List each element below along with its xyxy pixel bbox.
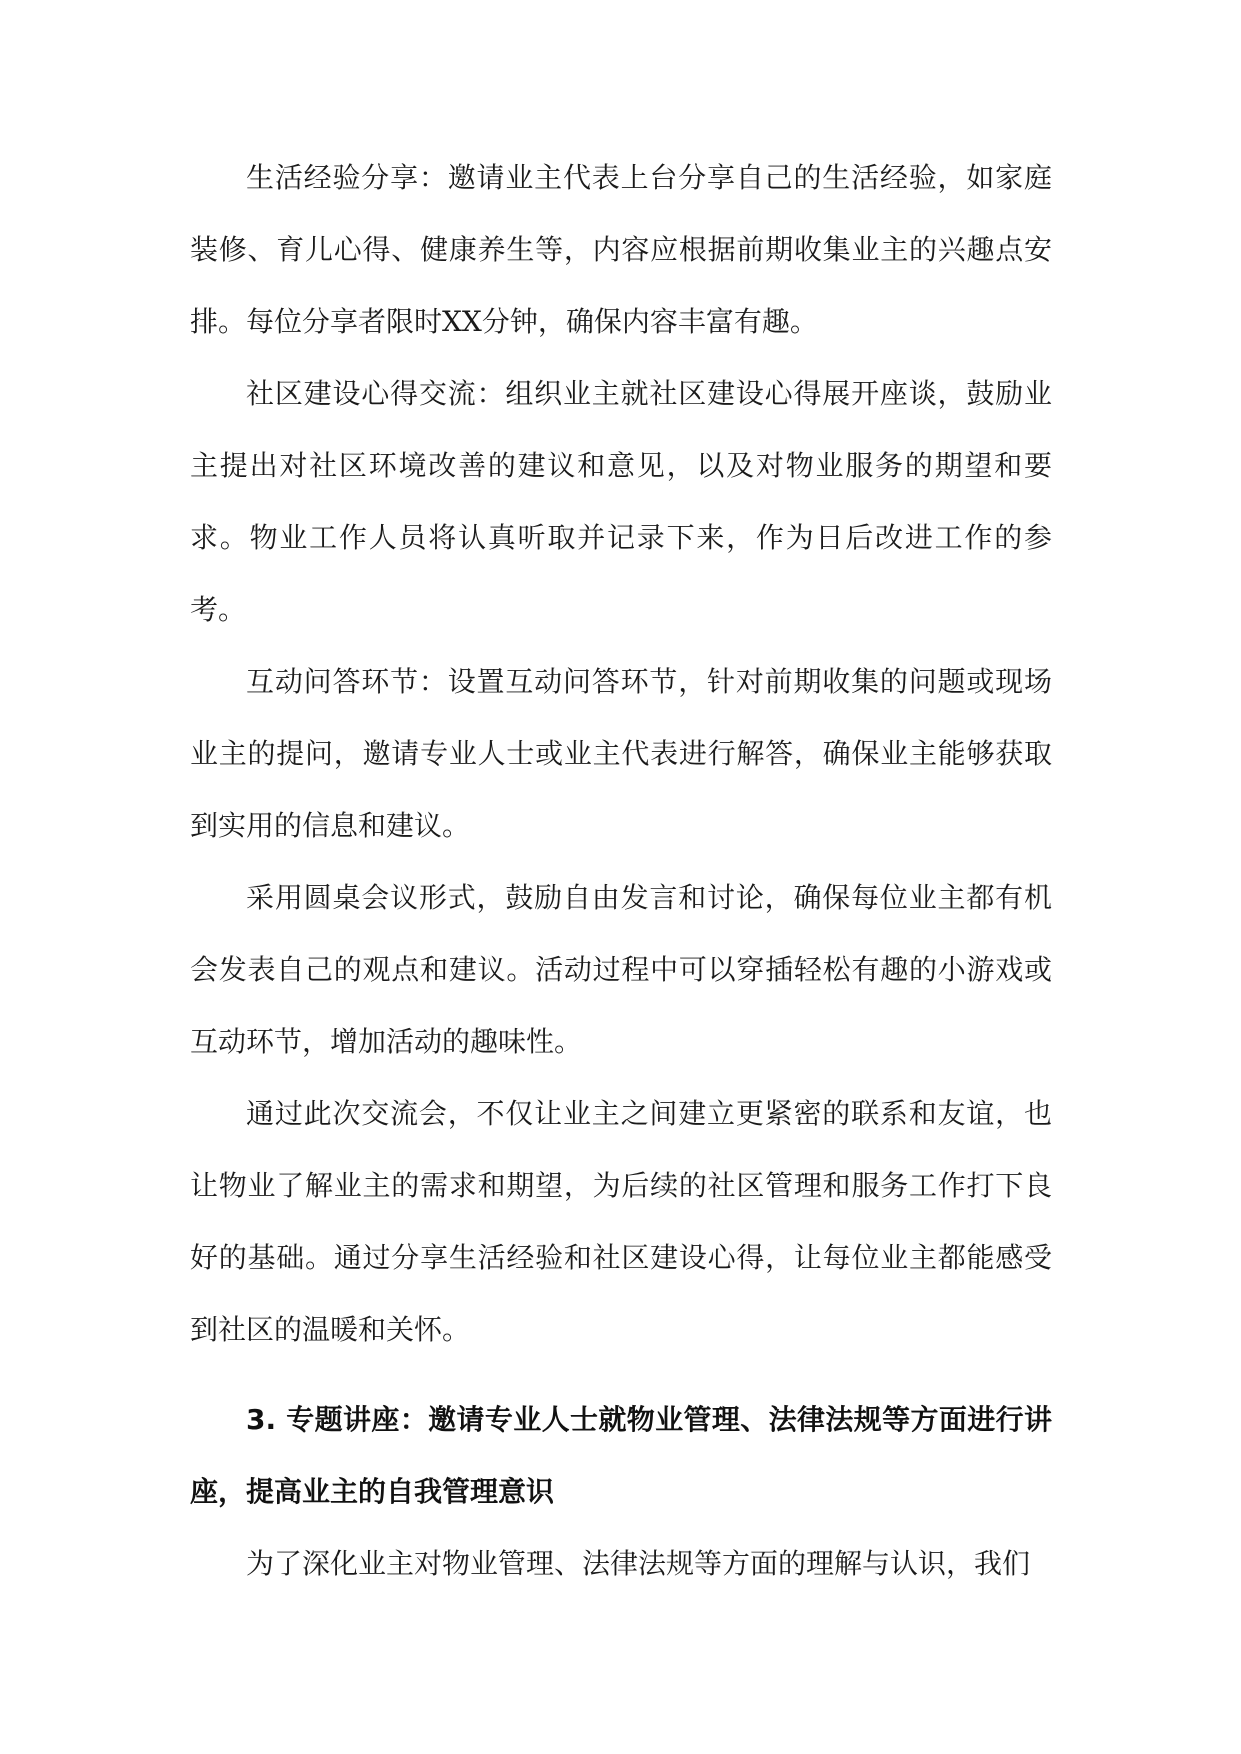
- paragraph-lecture-intro: 为了深化业主对物业管理、法律法规等方面的理解与认识，我们: [246, 1547, 1031, 1580]
- document-body: [190, 142, 1052, 1600]
- section-heading-lecture: 3. 专题讲座：邀请专业人士就物业管理、法律法规等方面进行讲座，提高业主的自我管理意识: [190, 1403, 1052, 1508]
- paragraph-roundtable: 采用圆桌会议形式，鼓励自由发言和讨论，确保每位业主都有机会发表自己的观点和建议。活动过程中可以穿插轻松有趣的小游戏或互动环节，增加活动的趣味性。: [190, 881, 1052, 1058]
- paragraph-life-experience: 生活经验分享：邀请业主代表上台分享自己的生活经验，如家庭装修、育儿心得、健康养生等，内容应根据前期收集业主的兴趣点安排。每位分享者限时XX分钟，确保内容丰富有趣。: [190, 161, 1052, 338]
- paragraph-community-building: 社区建设心得交流：组织业主就社区建设心得展开座谈，鼓励业主提出对社区环境改善的建议和意见，以及对物业服务的期望和要求。物业工作人员将认真听取并记录下来，作为日后改进工作的参考。: [190, 377, 1052, 626]
- paragraph-summary: 通过此次交流会，不仅让业主之间建立更紧密的联系和友谊，也让物业了解业主的需求和期望，为后续的社区管理和服务工作打下良好的基础。通过分享生活经验和社区建设心得，让每位业主都能感受到社区的温暖和关怀。: [190, 1097, 1052, 1346]
- paragraph-qa-session: 互动问答环节：设置互动问答环节，针对前期收集的问题或现场业主的提问，邀请专业人士或业主代表进行解答，确保业主能够获取到实用的信息和建议。: [190, 665, 1052, 842]
